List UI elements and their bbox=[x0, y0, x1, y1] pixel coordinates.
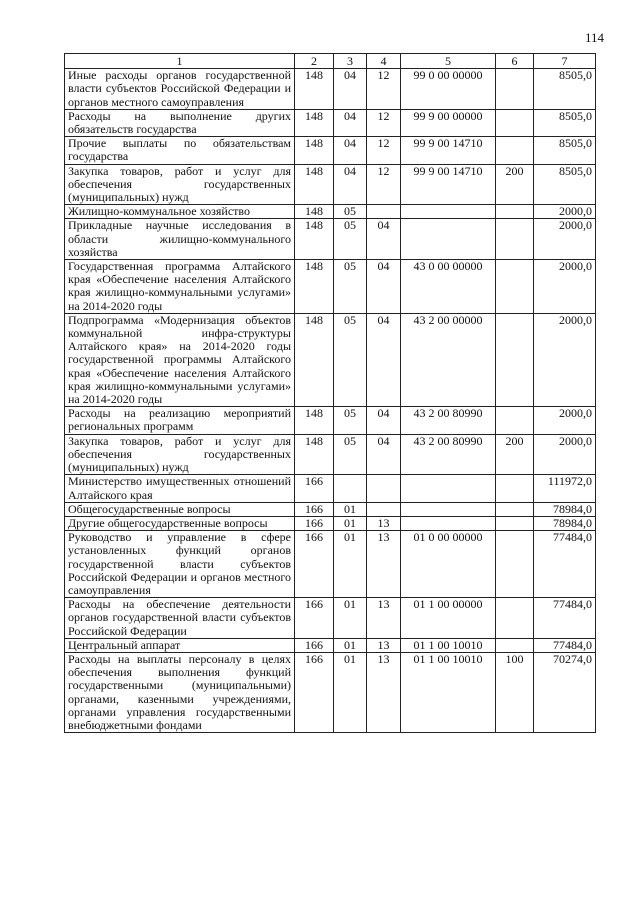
table-row bbox=[65, 598, 596, 639]
row-amount-cell: 2000,0 bbox=[534, 219, 596, 260]
row-name-cell: Прочие выплаты по обязательствам государства bbox=[65, 137, 295, 164]
row-target-article-cell bbox=[401, 502, 496, 516]
table-row bbox=[65, 502, 596, 516]
row-section-cell: 05 bbox=[334, 205, 367, 219]
table-row bbox=[65, 313, 596, 406]
row-name-cell: Другие общегосударственные вопросы bbox=[65, 516, 295, 530]
table-row bbox=[65, 407, 596, 434]
row-name-cell: Расходы на обеспечение деятельности органов государственной власти субъектов Российской Федерации bbox=[65, 598, 295, 639]
row-section-cell: 04 bbox=[334, 109, 367, 136]
row-amount-cell: 77484,0 bbox=[534, 638, 596, 652]
row-expense-type-cell bbox=[496, 502, 534, 516]
row-target-article-cell: 99 9 00 14710 bbox=[401, 164, 496, 205]
table-row bbox=[65, 516, 596, 530]
row-expense-type-cell bbox=[496, 407, 534, 434]
row-subsection-cell: 12 bbox=[367, 164, 401, 205]
row-section-cell: 01 bbox=[334, 598, 367, 639]
row-section-cell: 05 bbox=[334, 407, 367, 434]
row-amount-cell: 8505,0 bbox=[534, 109, 596, 136]
row-target-article-cell bbox=[401, 516, 496, 530]
row-subsection-cell bbox=[367, 502, 401, 516]
row-section-cell: 01 bbox=[334, 502, 367, 516]
row-name-cell: Прикладные научные исследования в области жилищно-коммунального хозяйства bbox=[65, 219, 295, 260]
table-body bbox=[65, 69, 596, 733]
table-row bbox=[65, 69, 596, 110]
row-section-cell: 04 bbox=[334, 69, 367, 110]
table-row bbox=[65, 260, 596, 314]
row-expense-type-cell bbox=[496, 137, 534, 164]
row-expense-type-cell bbox=[496, 516, 534, 530]
column-header: 2 bbox=[295, 54, 334, 69]
row-expense-type-cell bbox=[496, 475, 534, 502]
row-target-article-cell: 01 1 00 10010 bbox=[401, 652, 496, 732]
row-section-cell: 04 bbox=[334, 137, 367, 164]
row-amount-cell: 70274,0 bbox=[534, 652, 596, 732]
row-amount-cell: 2000,0 bbox=[534, 205, 596, 219]
row-expense-type-cell: 200 bbox=[496, 164, 534, 205]
column-header: 7 bbox=[534, 54, 596, 69]
row-name-cell: Расходы на реализацию мероприятий региональных программ bbox=[65, 407, 295, 434]
row-target-article-cell bbox=[401, 219, 496, 260]
row-name-cell: Общегосударственные вопросы bbox=[65, 502, 295, 516]
budget-table bbox=[64, 53, 596, 733]
row-subsection-cell: 04 bbox=[367, 434, 401, 475]
row-section-cell: 05 bbox=[334, 434, 367, 475]
row-expense-type-cell bbox=[496, 109, 534, 136]
column-header: 4 bbox=[367, 54, 401, 69]
row-target-article-cell: 43 2 00 80990 bbox=[401, 407, 496, 434]
row-subsection-cell: 04 bbox=[367, 313, 401, 406]
row-subsection-cell: 04 bbox=[367, 407, 401, 434]
row-name-cell: Жилищно-коммунальное хозяйство bbox=[65, 205, 295, 219]
row-name-cell: Руководство и управление в сфере установленных функций органов государственной власти субъектов Российской Федерации и органов местного самоуправления bbox=[65, 531, 295, 598]
row-amount-cell: 78984,0 bbox=[534, 502, 596, 516]
row-ministry-code-cell: 148 bbox=[295, 205, 334, 219]
row-ministry-code-cell: 148 bbox=[295, 219, 334, 260]
column-header: 5 bbox=[401, 54, 496, 69]
row-section-cell: 01 bbox=[334, 652, 367, 732]
row-subsection-cell: 13 bbox=[367, 638, 401, 652]
row-ministry-code-cell: 166 bbox=[295, 502, 334, 516]
row-subsection-cell: 13 bbox=[367, 531, 401, 598]
row-target-article-cell: 99 0 00 00000 bbox=[401, 69, 496, 110]
row-target-article-cell: 01 0 00 00000 bbox=[401, 531, 496, 598]
row-ministry-code-cell: 166 bbox=[295, 475, 334, 502]
column-header: 6 bbox=[496, 54, 534, 69]
row-target-article-cell: 43 0 00 00000 bbox=[401, 260, 496, 314]
row-amount-cell: 8505,0 bbox=[534, 137, 596, 164]
row-subsection-cell: 13 bbox=[367, 516, 401, 530]
row-target-article-cell: 43 2 00 00000 bbox=[401, 313, 496, 406]
row-name-cell: Иные расходы органов государственной власти субъектов Российской Федерации и органов местного самоуправления bbox=[65, 69, 295, 110]
row-expense-type-cell bbox=[496, 531, 534, 598]
row-ministry-code-cell: 166 bbox=[295, 598, 334, 639]
table-row bbox=[65, 475, 596, 502]
row-target-article-cell: 99 9 00 14710 bbox=[401, 137, 496, 164]
row-amount-cell: 8505,0 bbox=[534, 164, 596, 205]
row-ministry-code-cell: 148 bbox=[295, 69, 334, 110]
row-subsection-cell: 04 bbox=[367, 260, 401, 314]
row-section-cell bbox=[334, 475, 367, 502]
row-ministry-code-cell: 148 bbox=[295, 137, 334, 164]
row-section-cell: 05 bbox=[334, 219, 367, 260]
row-ministry-code-cell: 148 bbox=[295, 434, 334, 475]
row-target-article-cell: 43 2 00 80990 bbox=[401, 434, 496, 475]
row-subsection-cell: 04 bbox=[367, 219, 401, 260]
row-amount-cell: 77484,0 bbox=[534, 598, 596, 639]
row-name-cell: Расходы на выполнение других обязательств государства bbox=[65, 109, 295, 136]
row-expense-type-cell bbox=[496, 69, 534, 110]
page-number: 114 bbox=[584, 30, 604, 45]
row-subsection-cell: 13 bbox=[367, 652, 401, 732]
row-section-cell: 05 bbox=[334, 313, 367, 406]
row-ministry-code-cell: 166 bbox=[295, 531, 334, 598]
row-expense-type-cell bbox=[496, 638, 534, 652]
row-section-cell: 01 bbox=[334, 531, 367, 598]
row-ministry-code-cell: 166 bbox=[295, 516, 334, 530]
row-target-article-cell: 01 1 00 00000 bbox=[401, 598, 496, 639]
row-section-cell: 05 bbox=[334, 260, 367, 314]
row-expense-type-cell: 100 bbox=[496, 652, 534, 732]
row-expense-type-cell bbox=[496, 205, 534, 219]
row-expense-type-cell: 200 bbox=[496, 434, 534, 475]
row-subsection-cell: 12 bbox=[367, 109, 401, 136]
row-section-cell: 04 bbox=[334, 164, 367, 205]
row-expense-type-cell bbox=[496, 313, 534, 406]
row-target-article-cell bbox=[401, 475, 496, 502]
row-expense-type-cell bbox=[496, 219, 534, 260]
table-row bbox=[65, 638, 596, 652]
row-ministry-code-cell: 148 bbox=[295, 407, 334, 434]
row-amount-cell: 8505,0 bbox=[534, 69, 596, 110]
table-row bbox=[65, 109, 596, 136]
row-subsection-cell: 12 bbox=[367, 137, 401, 164]
row-expense-type-cell bbox=[496, 598, 534, 639]
row-ministry-code-cell: 148 bbox=[295, 109, 334, 136]
row-subsection-cell: 12 bbox=[367, 69, 401, 110]
row-name-cell: Закупка товаров, работ и услуг для обеспечения государственных (муниципальных) нужд bbox=[65, 164, 295, 205]
row-target-article-cell: 99 9 00 00000 bbox=[401, 109, 496, 136]
table-header-row bbox=[65, 54, 596, 69]
row-name-cell: Расходы на выплаты персоналу в целях обеспечения выполнения функций государственными (муниципальными) органами, казенными учреждениями, органами управления государственными внебюджетными фондами bbox=[65, 652, 295, 732]
table-row bbox=[65, 219, 596, 260]
row-amount-cell: 2000,0 bbox=[534, 434, 596, 475]
row-ministry-code-cell: 166 bbox=[295, 638, 334, 652]
row-ministry-code-cell: 148 bbox=[295, 260, 334, 314]
row-name-cell: Центральный аппарат bbox=[65, 638, 295, 652]
table-row bbox=[65, 205, 596, 219]
row-subsection-cell: 13 bbox=[367, 598, 401, 639]
table-row bbox=[65, 531, 596, 598]
row-amount-cell: 78984,0 bbox=[534, 516, 596, 530]
row-ministry-code-cell: 148 bbox=[295, 164, 334, 205]
row-target-article-cell bbox=[401, 205, 496, 219]
row-name-cell: Министерство имущественных отношений Алтайского края bbox=[65, 475, 295, 502]
table-row bbox=[65, 652, 596, 732]
row-amount-cell: 77484,0 bbox=[534, 531, 596, 598]
column-header: 3 bbox=[334, 54, 367, 69]
row-ministry-code-cell: 166 bbox=[295, 652, 334, 732]
row-amount-cell: 111972,0 bbox=[534, 475, 596, 502]
row-name-cell: Подпрограмма «Модернизация объектов коммунальной инфра-структуры Алтайского края» на 2014-2020 годы государственной программы Алтайского края «Обеспечение населения Алтайского края жилищно-коммунальными услугами» на 2014-2020 годы bbox=[65, 313, 295, 406]
table-row bbox=[65, 164, 596, 205]
row-amount-cell: 2000,0 bbox=[534, 313, 596, 406]
row-subsection-cell bbox=[367, 205, 401, 219]
row-subsection-cell bbox=[367, 475, 401, 502]
column-header: 1 bbox=[65, 54, 295, 69]
row-expense-type-cell bbox=[496, 260, 534, 314]
table-row bbox=[65, 434, 596, 475]
row-name-cell: Закупка товаров, работ и услуг для обеспечения государственных (муниципальных) нужд bbox=[65, 434, 295, 475]
table-row bbox=[65, 137, 596, 164]
row-amount-cell: 2000,0 bbox=[534, 260, 596, 314]
row-target-article-cell: 01 1 00 10010 bbox=[401, 638, 496, 652]
row-section-cell: 01 bbox=[334, 516, 367, 530]
row-ministry-code-cell: 148 bbox=[295, 313, 334, 406]
row-section-cell: 01 bbox=[334, 638, 367, 652]
row-name-cell: Государственная программа Алтайского края «Обеспечение населения Алтайского края жилищно-коммунальными услугами» на 2014-2020 годы bbox=[65, 260, 295, 314]
row-amount-cell: 2000,0 bbox=[534, 407, 596, 434]
